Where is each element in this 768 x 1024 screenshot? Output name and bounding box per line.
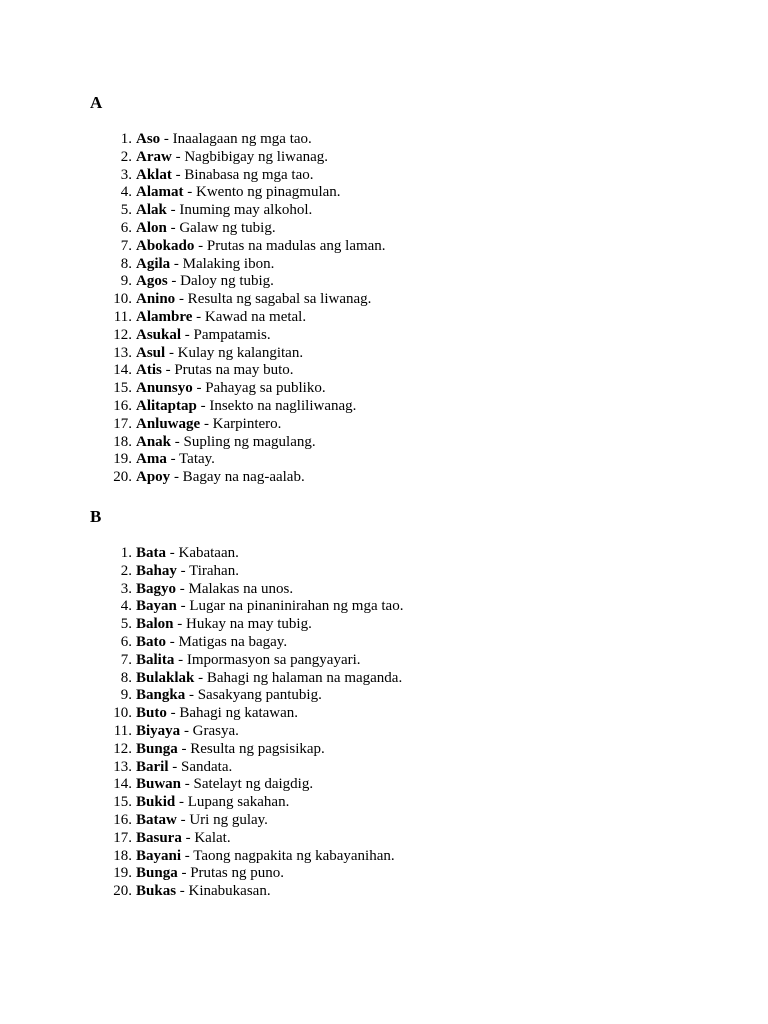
item-term: Anluwage	[136, 415, 201, 432]
item-entry	[136, 220, 276, 238]
item-entry	[136, 291, 371, 309]
item-number: 12.	[113, 740, 132, 757]
item-term: Asul	[136, 344, 166, 361]
item-definition: - Tirahan.	[176, 562, 239, 579]
item-number: 2.	[120, 148, 132, 165]
item-term: Atis	[136, 362, 162, 379]
item-number: 13.	[113, 758, 132, 775]
item-definition: - Kwento ng pinagmulan.	[183, 184, 341, 201]
item-number: 9.	[120, 687, 132, 704]
item-number: 20.	[113, 883, 132, 900]
item-entry	[136, 883, 271, 901]
item-entry	[136, 794, 289, 812]
item-number: 6.	[120, 633, 132, 650]
item-number: 20.	[113, 469, 132, 486]
item-definition: - Kinabukasan.	[176, 883, 271, 900]
item-entry	[136, 469, 305, 487]
item-number: 1.	[120, 545, 132, 561]
item-entry	[136, 131, 312, 149]
item-term: Alak	[136, 202, 167, 219]
item-number: 11.	[113, 308, 132, 325]
item-term: Bata	[136, 545, 166, 561]
item-definition: - Pampatamis.	[181, 326, 271, 343]
item-definition: - Hukay na may tubig.	[173, 616, 312, 633]
item-entry	[136, 616, 312, 634]
item-number: 7.	[120, 237, 132, 254]
item-term: Anino	[136, 291, 176, 308]
item-entry	[136, 149, 328, 167]
item-number: 3.	[120, 166, 132, 183]
item-number: 11.	[113, 722, 132, 739]
item-entry	[136, 238, 386, 256]
item-number: 1.	[120, 131, 132, 147]
item-term: Apoy	[136, 469, 171, 486]
item-number: 16.	[113, 397, 132, 414]
item-definition: - Kalat.	[181, 829, 231, 846]
item-definition: - Malakas na unos.	[176, 580, 294, 597]
item-term: Biyaya	[136, 722, 181, 739]
item-term: Bato	[136, 633, 166, 650]
section-heading: B	[90, 507, 102, 526]
item-entry	[136, 416, 281, 434]
item-term: Buwan	[136, 776, 182, 793]
item-number: 15.	[113, 794, 132, 811]
item-entry	[136, 812, 268, 830]
item-term: Agos	[136, 273, 168, 290]
item-entry	[136, 652, 361, 670]
item-term: Bangka	[136, 687, 186, 704]
item-number: 10.	[113, 291, 132, 308]
item-definition: - Supling ng magulang.	[171, 433, 316, 450]
item-definition: - Grasya.	[180, 722, 239, 739]
item-entry	[136, 451, 215, 469]
item-term: Balita	[136, 651, 175, 668]
item-term: Alamat	[136, 184, 184, 201]
item-term: Bukid	[136, 794, 176, 811]
item-entry	[136, 202, 312, 220]
item-term: Bataw	[136, 811, 177, 828]
item-term: Bukas	[136, 883, 177, 900]
item-number: 8.	[120, 255, 132, 272]
item-definition: - Matigas na bagay.	[166, 633, 288, 650]
item-term: Alon	[136, 219, 167, 236]
item-term: Bunga	[136, 740, 178, 757]
item-entry	[136, 327, 271, 345]
item-entry	[136, 598, 403, 616]
item-entry	[136, 723, 239, 741]
item-entry	[136, 687, 322, 705]
item-definition: - Inuming may alkohol.	[166, 202, 313, 219]
item-term: Aso	[136, 131, 161, 147]
item-entry	[136, 256, 274, 274]
item-definition: - Tatay.	[166, 451, 215, 468]
item-definition: - Pahayag sa publiko.	[192, 380, 326, 397]
item-definition: - Kawad na metal.	[192, 308, 307, 325]
item-term: Bayan	[136, 598, 177, 615]
item-term: Abokado	[136, 237, 195, 254]
item-term: Araw	[136, 148, 172, 165]
item-entry	[136, 545, 239, 563]
item-number: 5.	[120, 616, 132, 633]
section-heading: A	[90, 93, 103, 112]
item-term: Buto	[136, 705, 167, 722]
item-entry	[136, 830, 231, 848]
item-definition: - Malaking ibon.	[170, 255, 275, 272]
item-definition: - Impormasyon sa pangyayari.	[174, 651, 361, 668]
item-definition: - Karpintero.	[200, 415, 282, 432]
item-entry	[136, 741, 325, 759]
item-definition: - Taong nagpakita ng kabayanihan.	[181, 847, 395, 864]
item-number: 19.	[113, 865, 132, 882]
item-term: Balon	[136, 616, 174, 633]
item-definition: - Kabataan.	[166, 545, 239, 561]
item-number: 19.	[113, 451, 132, 468]
item-term: Ama	[136, 451, 167, 468]
item-entry	[136, 705, 298, 723]
item-number: 9.	[120, 273, 132, 290]
item-entry	[136, 380, 326, 398]
item-number: 8.	[120, 669, 132, 686]
item-number: 17.	[113, 415, 132, 432]
item-number: 14.	[113, 776, 132, 793]
item-term: Bunga	[136, 865, 178, 882]
item-definition: - Prutas na madulas ang laman.	[194, 237, 386, 254]
item-definition: - Kulay ng kalangitan.	[165, 344, 304, 361]
item-number: 2.	[120, 562, 132, 579]
item-number: 3.	[120, 580, 132, 597]
item-number: 7.	[120, 651, 132, 668]
item-definition: - Binabasa ng mga tao.	[171, 166, 314, 183]
item-number: 15.	[113, 380, 132, 397]
item-entry	[136, 273, 274, 291]
item-entry	[136, 434, 316, 452]
item-entry	[136, 362, 294, 380]
item-number: 4.	[120, 184, 132, 201]
item-number: 5.	[120, 202, 132, 219]
item-definition: - Prutas na may buto.	[161, 362, 294, 379]
item-number: 10.	[113, 705, 132, 722]
item-definition: - Insekto na nagliliwanag.	[196, 397, 357, 414]
item-term: Baril	[136, 758, 169, 775]
item-number: 6.	[120, 219, 132, 236]
item-term: Anak	[136, 433, 172, 450]
item-definition: - Inaalagaan ng mga tao.	[160, 131, 312, 147]
item-definition: - Daloy ng tubig.	[167, 273, 274, 290]
item-term: Bayani	[136, 847, 182, 864]
item-definition: - Bagay na nag-aalab.	[170, 469, 305, 486]
item-number: 14.	[113, 362, 132, 379]
item-definition: - Bahagi ng katawan.	[166, 705, 299, 722]
item-definition: - Bahagi ng halaman na maganda.	[194, 669, 403, 686]
item-number: 4.	[120, 598, 132, 615]
item-term: Anunsyo	[136, 380, 193, 397]
item-definition: - Resulta ng sagabal sa liwanag.	[175, 291, 372, 308]
item-entry	[136, 309, 306, 327]
item-number: 16.	[113, 811, 132, 828]
item-entry	[136, 345, 303, 363]
item-number: 12.	[113, 326, 132, 343]
item-definition: - Lugar na pinaninirahan ng mga tao.	[176, 598, 404, 615]
item-entry	[136, 581, 293, 599]
item-entry	[136, 848, 395, 866]
item-definition: - Lupang sakahan.	[175, 794, 290, 811]
item-entry	[136, 167, 313, 185]
item-definition: - Sasakyang pantubig.	[185, 687, 322, 704]
item-definition: - Satelayt ng daigdig.	[181, 776, 314, 793]
item-entry	[136, 865, 284, 883]
item-term: Alitaptap	[136, 397, 197, 414]
item-definition: - Nagbibigay ng liwanag.	[171, 148, 329, 165]
item-term: Agila	[136, 255, 171, 272]
item-entry	[136, 184, 341, 202]
item-entry	[136, 776, 313, 794]
item-term: Bagyo	[136, 580, 177, 597]
item-entry	[136, 634, 287, 652]
item-number: 18.	[113, 433, 132, 450]
item-entry	[136, 563, 239, 581]
item-definition: - Resulta ng pagsisikap.	[177, 740, 325, 757]
item-definition: - Galaw ng tubig.	[166, 219, 276, 236]
item-term: Bulaklak	[136, 669, 195, 686]
item-entry	[136, 670, 402, 688]
item-number: 17.	[113, 829, 132, 846]
item-term: Aklat	[136, 166, 172, 183]
item-term: Asukal	[136, 326, 182, 343]
item-definition: - Prutas ng puno.	[177, 865, 284, 882]
item-term: Alambre	[136, 308, 193, 325]
item-term: Bahay	[136, 562, 177, 579]
item-entry	[136, 759, 232, 777]
item-entry	[136, 398, 356, 416]
item-number: 13.	[113, 344, 132, 361]
item-definition: - Sandata.	[168, 758, 233, 775]
item-definition: - Uri ng gulay.	[176, 811, 268, 828]
item-number: 18.	[113, 847, 132, 864]
item-term: Basura	[136, 829, 182, 846]
